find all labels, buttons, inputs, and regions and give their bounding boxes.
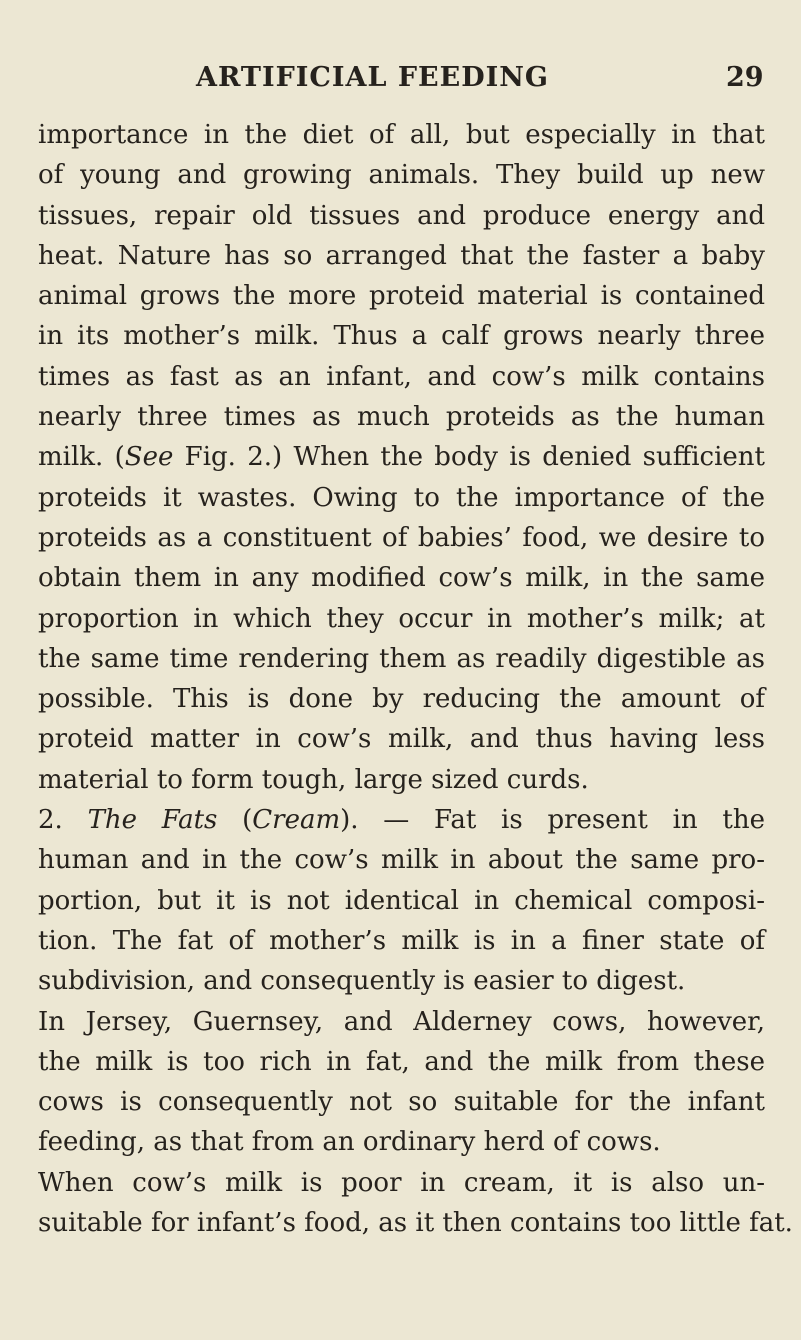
italic-see: See <box>124 442 174 473</box>
text-line: importance in the diet of all, but especially in that <box>38 120 765 150</box>
text-run: ). — Fat is present in the <box>340 805 765 836</box>
page-number: 29 <box>726 62 764 93</box>
text-line: In Jersey, Guernsey, and Alderney cows, however, <box>38 1006 765 1037</box>
text-line: proportion in which they occur in mother’s milk; at <box>38 603 765 634</box>
text-line: the same time rendering them as readily digestible as <box>38 643 765 674</box>
section-heading-line <box>38 800 765 840</box>
text-run: ( <box>217 805 253 836</box>
text-line: subdivision, and consequently is easier to digest. <box>38 966 686 997</box>
body-text <box>38 115 793 1243</box>
text-line <box>38 437 765 477</box>
text-line: proteid matter in cow’s milk, and thus having less <box>38 724 765 755</box>
section-title: The Fats <box>87 805 218 836</box>
text-line: proteids it wastes. Owing to the importance of the <box>38 482 765 513</box>
text-line: in its mother’s milk. Thus a calf grows nearly three <box>38 321 765 352</box>
text-line: tissues, repair old tissues and produce energy and <box>38 200 765 231</box>
text-run: milk. ( <box>38 442 125 473</box>
text-run: Fig. 2.) When the body is denied sufficient <box>173 442 765 473</box>
text-line: When cow’s milk is poor in cream, it is also un- <box>38 1167 765 1198</box>
text-line: tion. The fat of mother’s milk is in a finer state of <box>38 925 765 956</box>
text-line: feeding, as that from an ordinary herd of cows. <box>38 1127 661 1158</box>
text-line: portion, but it is not identical in chemical composi- <box>38 885 765 916</box>
text-line: nearly three times as much proteids as the human <box>38 402 765 433</box>
text-line: animal grows the more proteid material is contained <box>38 281 765 312</box>
text-line: human and in the cow’s milk in about the same pro- <box>38 845 765 876</box>
text-line: times as fast as an infant, and cow’s milk contains <box>38 361 765 392</box>
text-line: of young and growing animals. They build up new <box>38 160 765 191</box>
text-line: material to form tough, large sized curds. <box>38 764 589 795</box>
section-subtitle: Cream <box>252 805 341 836</box>
text-line: cows is consequently not so suitable for the infant <box>38 1087 765 1118</box>
text-line: proteids as a constituent of babies’ food, we desire to <box>38 522 765 553</box>
text-line: possible. This is done by reducing the amount of <box>38 684 765 715</box>
text-run: 2. <box>38 805 88 836</box>
running-header-title: ARTIFICIAL FEEDING <box>196 62 549 93</box>
text-line: the milk is too rich in fat, and the milk from these <box>38 1046 765 1077</box>
text-line: suitable for infant’s food, as it then contains too little fat. <box>38 1208 793 1239</box>
text-line: obtain them in any modified cow’s milk, in the same <box>38 563 765 594</box>
text-line: heat. Nature has so arranged that the faster a baby <box>38 240 765 271</box>
